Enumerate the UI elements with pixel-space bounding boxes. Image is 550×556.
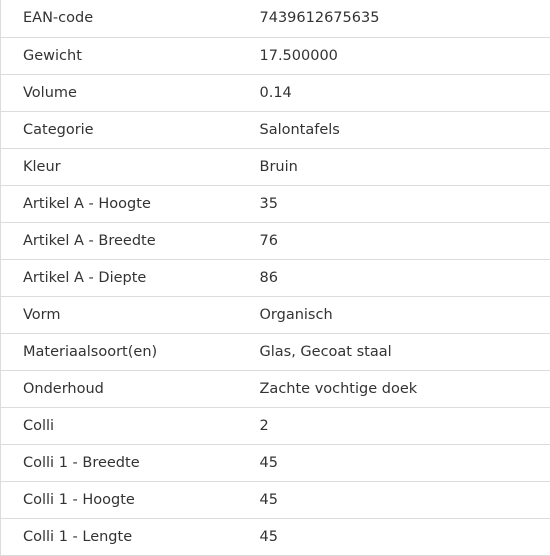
spec-value: 0.14 — [260, 74, 550, 111]
spec-label: Vorm — [1, 296, 260, 333]
spec-value: Zachte vochtige doek — [260, 370, 550, 407]
spec-label: Materiaalsoort(en) — [1, 333, 260, 370]
spec-value: 35 — [260, 185, 550, 222]
spec-value: Glas, Gecoat staal — [260, 333, 550, 370]
spec-row-gewicht — [1, 37, 550, 74]
spec-value: Salontafels — [260, 111, 550, 148]
spec-label: Artikel A - Hoogte — [1, 185, 260, 222]
spec-row-colli — [1, 407, 550, 444]
spec-label: Kleur — [1, 148, 260, 185]
spec-label: Categorie — [1, 111, 260, 148]
spec-row-artikel-a-diepte — [1, 259, 550, 296]
spec-value: 45 — [260, 444, 550, 481]
spec-label: Colli 1 - Breedte — [1, 444, 260, 481]
spec-row-categorie — [1, 111, 550, 148]
spec-row-volume — [1, 74, 550, 111]
spec-label: Artikel A - Diepte — [1, 259, 260, 296]
spec-row-artikel-a-hoogte — [1, 185, 550, 222]
spec-row-artikel-a-breedte — [1, 222, 550, 259]
spec-row-onderhoud — [1, 370, 550, 407]
spec-value: 7439612675635 — [260, 0, 550, 37]
spec-row-vorm — [1, 296, 550, 333]
spec-value: 17.500000 — [260, 37, 550, 74]
spec-row-kleur — [1, 148, 550, 185]
spec-row-colli-1-lengte — [1, 518, 550, 555]
spec-label: Volume — [1, 74, 260, 111]
spec-value: 86 — [260, 259, 550, 296]
spec-label: Onderhoud — [1, 370, 260, 407]
spec-row-colli-1-hoogte — [1, 481, 550, 518]
spec-value: 76 — [260, 222, 550, 259]
spec-value: Bruin — [260, 148, 550, 185]
spec-value: 45 — [260, 518, 550, 555]
spec-row-materiaalsoort — [1, 333, 550, 370]
spec-label: EAN-code — [1, 0, 260, 37]
spec-row-colli-1-breedte — [1, 444, 550, 481]
spec-label: Colli 1 - Lengte — [1, 518, 260, 555]
spec-value: 45 — [260, 481, 550, 518]
spec-label: Colli 1 - Hoogte — [1, 481, 260, 518]
spec-label: Gewicht — [1, 37, 260, 74]
spec-label: Colli — [1, 407, 260, 444]
spec-row-ean-code — [1, 0, 550, 37]
spec-label: Artikel A - Breedte — [1, 222, 260, 259]
spec-value: Organisch — [260, 296, 550, 333]
spec-value: 2 — [260, 407, 550, 444]
